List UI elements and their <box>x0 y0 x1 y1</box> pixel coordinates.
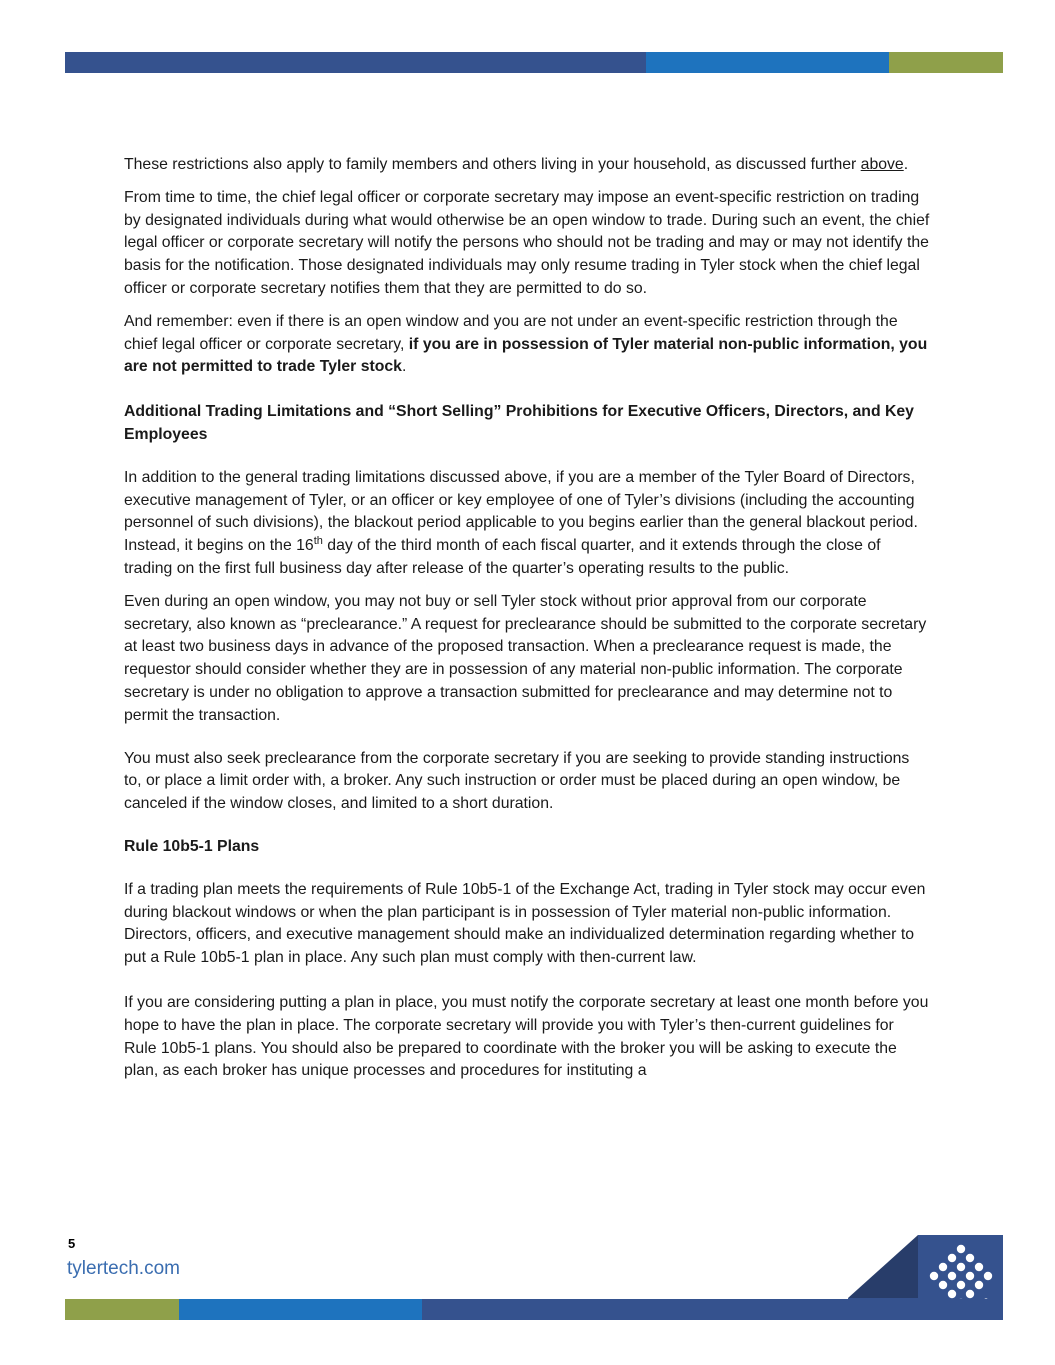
paragraph-preclearance: Even during an open window, you may not buy or sell Tyler stock without prior approval from our corporate secretary, also known as “preclearance.” A request for preclearance should be submitted to the corporate secretary at least two business days in advance of the proposed transaction. When a preclearance request is made, the requestor should consider whether they are in possession of any material non-public information. The corporate secretary is under no obligation to approve a transaction submitted for preclearance and may determine not to permit the transaction. <box>124 592 927 724</box>
above-link[interactable]: above <box>860 156 904 173</box>
logo-dark-triangle <box>848 1235 918 1298</box>
paragraph-household: These restrictions also apply to family members and others living in your household, as discussed further above. <box>124 156 909 173</box>
paragraph-considering-plan: If you are considering putting a plan in place, you must notify the corporate secretary at least one month before you hope to have the plan in place. The corporate secretary will provide you with Tyler’s then-current guidelines for Rule 10b5-1 plans. You should also be prepared to coordinate with the broker you will be asking to execute the plan, as each broker has unique processes and procedures for instituting a <box>124 993 929 1080</box>
heading-additional-limitations: Additional Trading Limitations and “Short Selling” Prohibitions for Executive Officers, Directors, and Key Employees <box>124 403 914 443</box>
page-number: 5 <box>68 1236 76 1251</box>
header-bar-blue <box>646 52 889 73</box>
header-bar-navy <box>65 52 646 73</box>
header-bar-olive <box>889 52 1003 73</box>
paragraph-event-specific: From time to time, the chief legal officer or corporate secretary may impose an event-specific restriction on trading by designated individuals during what would otherwise be an open window to trade. During such an event, the chief legal officer or corporate secretary will notify the persons who should not be trading and may or may not identify the basis for the notification. Those designated individuals may only resume trading in Tyler stock when the chief legal officer or corporate secretary notifies them that they are permitted to do so. <box>124 188 930 297</box>
paragraph-remember: And remember: even if there is an open window and you are not under an event-specific restriction through the chief legal officer or corporate secretary, if you are in possession of Tyler material non-public information, you are not permitted to trade Tyler stock. <box>124 312 928 376</box>
heading-rule-10b5-1: Rule 10b5-1 Plans <box>124 837 260 855</box>
paragraph-standing-instructions: You must also seek preclearance from the corporate secretary if you are seeking to provide standing instructions to, or place a limit order with, a broker. Any such instruction or order must be placed during an open window, be canceled if the window closes, and limited to a short duration. <box>124 749 910 813</box>
footer-bar-olive <box>65 1299 179 1320</box>
footer-color-bar <box>65 1299 1003 1320</box>
header-color-bar <box>65 52 1003 73</box>
footer-bar-blue <box>179 1299 422 1320</box>
document-body <box>124 154 930 1093</box>
paragraph-trading-plan: If a trading plan meets the requirements of Rule 10b5-1 of the Exchange Act, trading in Tyler stock may occur even during blackout windows or when the plan participant is in possession of Tyler material non-public information. Directors, officers, and executive management should make an individualized determination regarding whether to put a Rule 10b5-1 plan in place. Any such plan must comply with then-current law. <box>124 880 926 967</box>
footer-bar-navy <box>422 1299 1003 1320</box>
website-link[interactable]: tylertech.com <box>67 1258 180 1279</box>
paragraph-blackout-period: In addition to the general trading limitations discussed above, if you are a member of the Tyler Board of Directors, executive management of Tyler, or an officer or key employee of one of Tyler’s divisions (including the accounting personnel of such divisions), the blackout period applicable to you begins earlier than the general blackout period. Instead, it begins on the 16th day of the third month of each fiscal quarter, and it extends through the close of trading on the first full business day after release of the quarter’s operating results to the public. <box>124 468 918 577</box>
